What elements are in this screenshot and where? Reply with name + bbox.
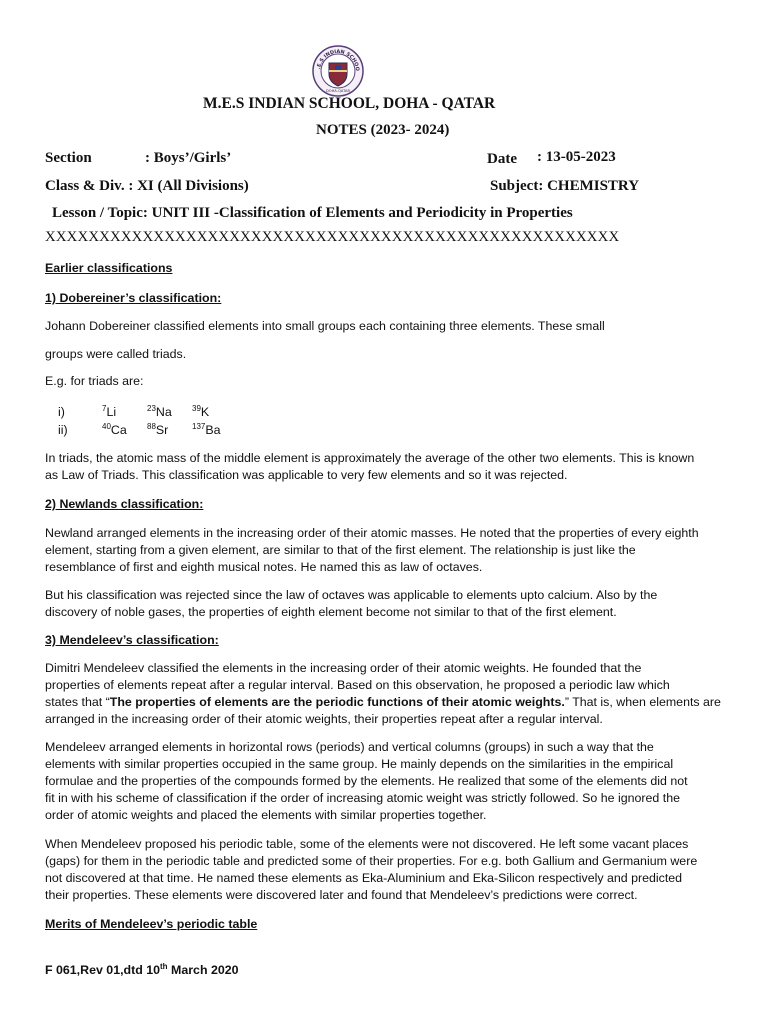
mendeleev-paragraph-line: arranged in the increasing order of their atomic weights, their properties repeat after a regular interval. — [45, 712, 603, 726]
notes-title: NOTES (2023- 2024) — [316, 122, 450, 138]
date-label: Date — [487, 151, 517, 167]
mass-number: 137 — [192, 422, 206, 431]
heading-mendeleev: 3) Mendeleev’s classification: — [45, 633, 219, 647]
document-footer — [45, 962, 239, 979]
mendeleev-arrangement-line: elements with similar properties occupied in the same group. He mainly depends on the similarities in the empirical — [45, 757, 674, 771]
element-symbol: K — [200, 405, 210, 419]
mass-number: 23 — [147, 404, 156, 413]
subject: Subject: CHEMISTRY — [490, 178, 640, 194]
dobereiner-paragraph-line: Johann Dobereiner classified elements into small groups each containing three elements. These small — [45, 319, 605, 333]
newlands-rejection-line: discovery of noble gases, the properties of eighth element become not similar to that of the first element. — [45, 605, 617, 619]
date-value: : 13-05-2023 — [537, 149, 616, 165]
logo-motto: DOHA-QATAR — [326, 89, 350, 93]
heading-earlier-classifications: Earlier classifications — [45, 261, 173, 275]
element-potassium — [192, 404, 209, 421]
periodic-law-prefix: states that “ — [45, 695, 110, 709]
footer-ordinal: th — [160, 962, 168, 971]
mass-number: 88 — [147, 422, 156, 431]
footer-text: F 061,Rev 01,dtd 10 — [45, 963, 161, 977]
periodic-law-suffix: ” That is, when elements are — [564, 695, 721, 709]
periodic-law-statement: The properties of elements are the periodic functions of their atomic weights. — [109, 695, 565, 709]
school-logo — [312, 45, 364, 97]
element-lithium — [102, 404, 116, 421]
mendeleev-predictions-line: their properties. These elements were discovered later and found that Mendeleev’s predictions were correct. — [45, 888, 638, 902]
dobereiner-paragraph-line: groups were called triads. — [45, 347, 187, 361]
school-name: M.E.S INDIAN SCHOOL, DOHA - QATAR — [203, 95, 496, 112]
element-symbol: Ba — [205, 423, 221, 437]
mendeleev-predictions-line: not discovered at that time. He named these elements as Eka-Aluminium and Eka-Silicon respectively and predicted — [45, 871, 683, 885]
mass-number: 7 — [102, 404, 107, 413]
element-barium — [192, 422, 221, 439]
element-strontium — [147, 422, 168, 439]
triads-example-label: E.g. for triads are: — [45, 374, 144, 388]
mendeleev-predictions-line: When Mendeleev proposed his periodic table, some of the elements were not discovered. He left some vacant places — [45, 837, 689, 851]
mendeleev-arrangement-line: fit in with his scheme of classification if the order of increasing atomic weight was strictly followed. So he ignored the — [45, 791, 680, 805]
logo-ring-text: .E.S INDIAN SCHOO — [316, 48, 361, 72]
element-symbol: Sr — [155, 423, 169, 437]
element-symbol: Li — [106, 405, 117, 419]
heading-newlands: 2) Newlands classification: — [45, 497, 204, 511]
mendeleev-paragraph-line: Dimitri Mendeleev classified the elements in the increasing order of their atomic weights. He founded that the — [45, 661, 642, 675]
mass-number: 40 — [102, 422, 111, 431]
triad-number: i) — [58, 405, 65, 419]
class-division: Class & Div. : XI (All Divisions) — [45, 178, 249, 194]
triad-number: ii) — [58, 423, 68, 437]
divider-line: XXXXXXXXXXXXXXXXXXXXXXXXXXXXXXXXXXXXXXXXXXXXXXXXXXXXX — [45, 229, 620, 245]
mendeleev-paragraph-line: properties of elements repeat after a regular interval. Based on this observation, he proposed a periodic law which — [45, 678, 670, 692]
element-calcium — [102, 422, 127, 439]
mendeleev-predictions-line: (gaps) for them in the periodic table and predicted some of their properties. For e.g. both Gallium and Germanium were — [45, 854, 698, 868]
lesson-topic: Lesson / Topic: UNIT III -Classification of Elements and Periodicity in Properties — [52, 205, 573, 221]
element-sodium — [147, 404, 172, 421]
newlands-paragraph-line: Newland arranged elements in the increasing order of their atomic masses. He noted that the properties of every eighth — [45, 526, 699, 540]
section-value: : Boys’/Girls’ — [145, 150, 232, 166]
heading-merits: Merits of Mendeleev’s periodic table — [45, 917, 258, 931]
law-of-triads-line: In triads, the atomic mass of the middle element is approximately the average of the other two elements. This is known — [45, 451, 695, 465]
heading-dobereiner: 1) Dobereiner’s classification: — [45, 291, 222, 305]
mendeleev-arrangement-line: formulae and the properties of the compounds formed by the elements. He realized that some of the elements did not — [45, 774, 688, 788]
footer-text: March 2020 — [167, 963, 239, 977]
element-symbol: Na — [155, 405, 172, 419]
mendeleev-arrangement-line: Mendeleev arranged elements in horizontal rows (periods) and vertical columns (groups) in such a way that the — [45, 740, 654, 754]
newlands-paragraph-line: element, starting from a given element, are similar to that of the first element. The relationship is just like the — [45, 543, 636, 557]
mendeleev-arrangement-line: order of atomic weights and placed the elements with similar properties together. — [45, 808, 487, 822]
newlands-paragraph-line: resemblance of first and eighth musical notes. He named this as law of octaves. — [45, 560, 483, 574]
law-of-triads-line: as Law of Triads. This classification was applicable to very few elements and so it was rejected. — [45, 468, 568, 482]
element-symbol: Ca — [110, 423, 127, 437]
section-label: Section — [45, 150, 92, 166]
mass-number: 39 — [192, 404, 201, 413]
newlands-rejection-line: But his classification was rejected since the law of octaves was applicable to elements upto calcium. Also by the — [45, 588, 658, 602]
periodic-law-line — [45, 694, 721, 711]
